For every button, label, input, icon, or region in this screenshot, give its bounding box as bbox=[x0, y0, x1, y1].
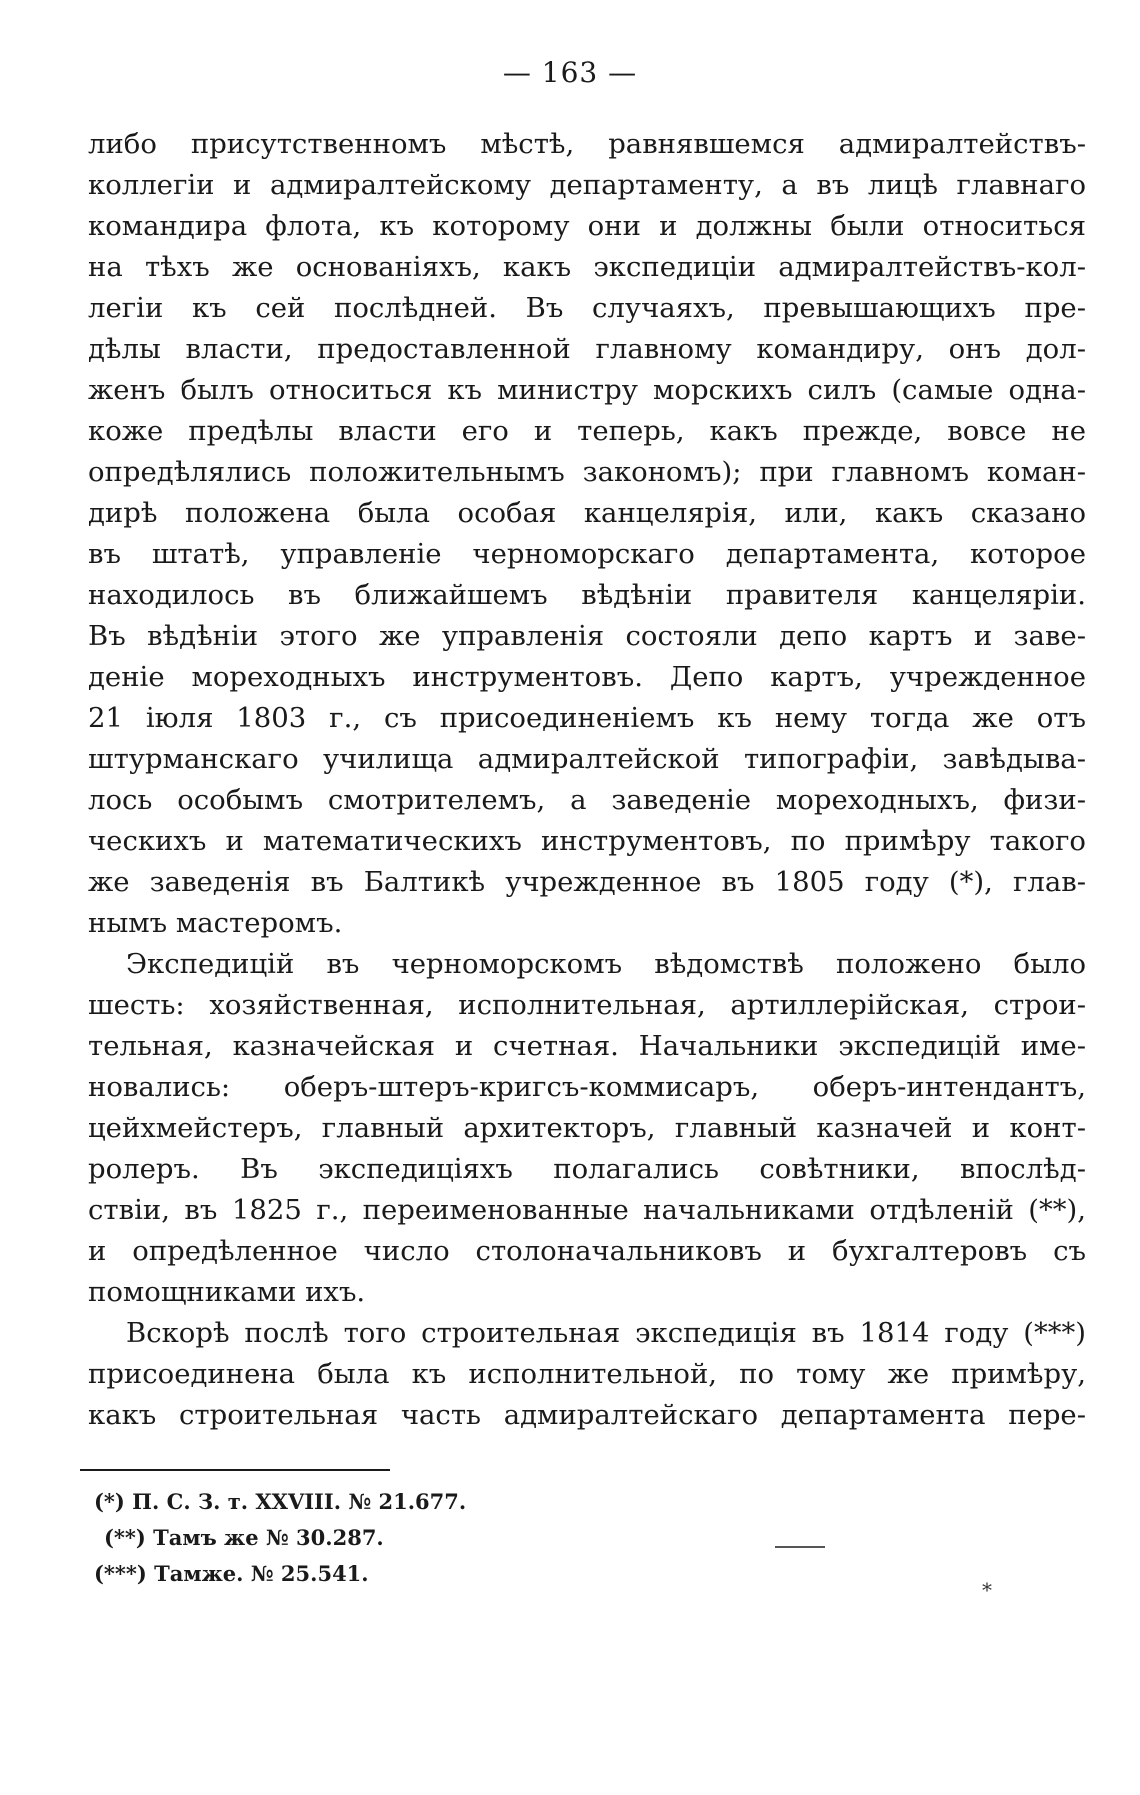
text-line: командира флота, къ которому они и должны были относиться bbox=[88, 210, 1086, 242]
text-line: какъ строительная часть адмиралтейскаго департамента пере- bbox=[88, 1399, 1086, 1431]
footnotes bbox=[94, 1484, 466, 1592]
text-line: Экспедицій въ черноморскомъ вѣдомствѣ положено было bbox=[126, 948, 1086, 980]
stray-dash-mark bbox=[775, 1546, 825, 1548]
text-line: легіи къ сей послѣдней. Въ случаяхъ, превышающихъ пре- bbox=[88, 292, 1086, 324]
footnote-3: (***) Тамже. № 25.541. bbox=[94, 1561, 369, 1586]
paragraph-2 bbox=[88, 944, 1086, 1313]
body-text bbox=[88, 124, 1086, 1436]
footnote-separator bbox=[80, 1469, 390, 1471]
text-line: присоединена была къ исполнительной, по тому же примѣру, bbox=[88, 1358, 1086, 1390]
text-line: нымъ мастеромъ. bbox=[88, 907, 343, 939]
text-line: деніе мореходныхъ инструментовъ. Депо картъ, учрежденное bbox=[88, 661, 1086, 693]
text-line: коже предѣлы власти его и теперь, какъ прежде, вовсе не bbox=[88, 415, 1086, 447]
text-line: цейхмейстеръ, главный архитекторъ, главный казначей и конт- bbox=[88, 1112, 1086, 1144]
text-line: Въ вѣдѣніи этого же управленія состояли депо картъ и заве- bbox=[88, 620, 1086, 652]
text-line: новались: оберъ-штеръ-кригсъ-коммисаръ, оберъ-интендантъ, bbox=[88, 1071, 1086, 1103]
text-line: 21 іюля 1803 г., съ присоединеніемъ къ нему тогда же отъ bbox=[88, 702, 1086, 734]
text-line: ческихъ и математическихъ инструментовъ, по примѣру такого bbox=[88, 825, 1086, 857]
text-line: опредѣлялись положительнымъ закономъ); при главномъ коман- bbox=[88, 456, 1086, 488]
stray-asterisk-mark: * bbox=[982, 1578, 992, 1602]
text-line: либо присутственномъ мѣстѣ, равнявшемся адмиралтействъ- bbox=[88, 128, 1086, 160]
text-line: тельная, казначейская и счетная. Начальники экспедицій име- bbox=[88, 1030, 1086, 1062]
text-line: Вскорѣ послѣ того строительная экспедиція въ 1814 году (***) bbox=[126, 1317, 1086, 1349]
text-line: дѣлы власти, предоставленной главному командиру, онъ дол- bbox=[88, 333, 1086, 365]
text-line: помощниками ихъ. bbox=[88, 1276, 366, 1308]
footnote-1: (*) П. С. З. т. XXVIII. № 21.677. bbox=[94, 1489, 467, 1514]
text-line: ролеръ. Въ экспедиціяхъ полагались совѣтники, впослѣд- bbox=[88, 1153, 1086, 1185]
text-line: коллегіи и адмиралтейскому департаменту, а въ лицѣ главнаго bbox=[88, 169, 1086, 201]
text-line: лось особымъ смотрителемъ, а заведеніе мореходныхъ, физи- bbox=[88, 784, 1086, 816]
paragraph-3 bbox=[88, 1313, 1086, 1436]
text-line: въ штатѣ, управленіе черноморскаго департамента, которое bbox=[88, 538, 1086, 570]
text-line: шесть: хозяйственная, исполнительная, артиллерійская, строи- bbox=[88, 989, 1086, 1021]
text-line: дирѣ положена была особая канцелярія, или, какъ сказано bbox=[88, 497, 1086, 529]
text-line: же заведенія въ Балтикѣ учрежденное въ 1805 году (*), глав- bbox=[88, 866, 1086, 898]
page-number: — 163 — bbox=[502, 56, 638, 89]
text-line: на тѣхъ же основаніяхъ, какъ экспедиціи адмиралтействъ-кол- bbox=[88, 251, 1086, 283]
text-line: и опредѣленное число столоначальниковъ и бухгалтеровъ съ bbox=[88, 1235, 1086, 1267]
text-line: женъ былъ относиться къ министру морскихъ силъ (самые одна- bbox=[88, 374, 1086, 406]
text-line: находилось въ ближайшемъ вѣдѣніи правителя канцеляріи. bbox=[88, 579, 1086, 611]
text-line: штурманскаго училища адмиралтейской типографіи, завѣдыва- bbox=[88, 743, 1086, 775]
paragraph-1 bbox=[88, 124, 1086, 944]
text-line: ствіи, въ 1825 г., переименованные начальниками отдѣленій (**), bbox=[88, 1194, 1086, 1226]
footnote-2: (**) Тамъ же № 30.287. bbox=[104, 1525, 384, 1550]
